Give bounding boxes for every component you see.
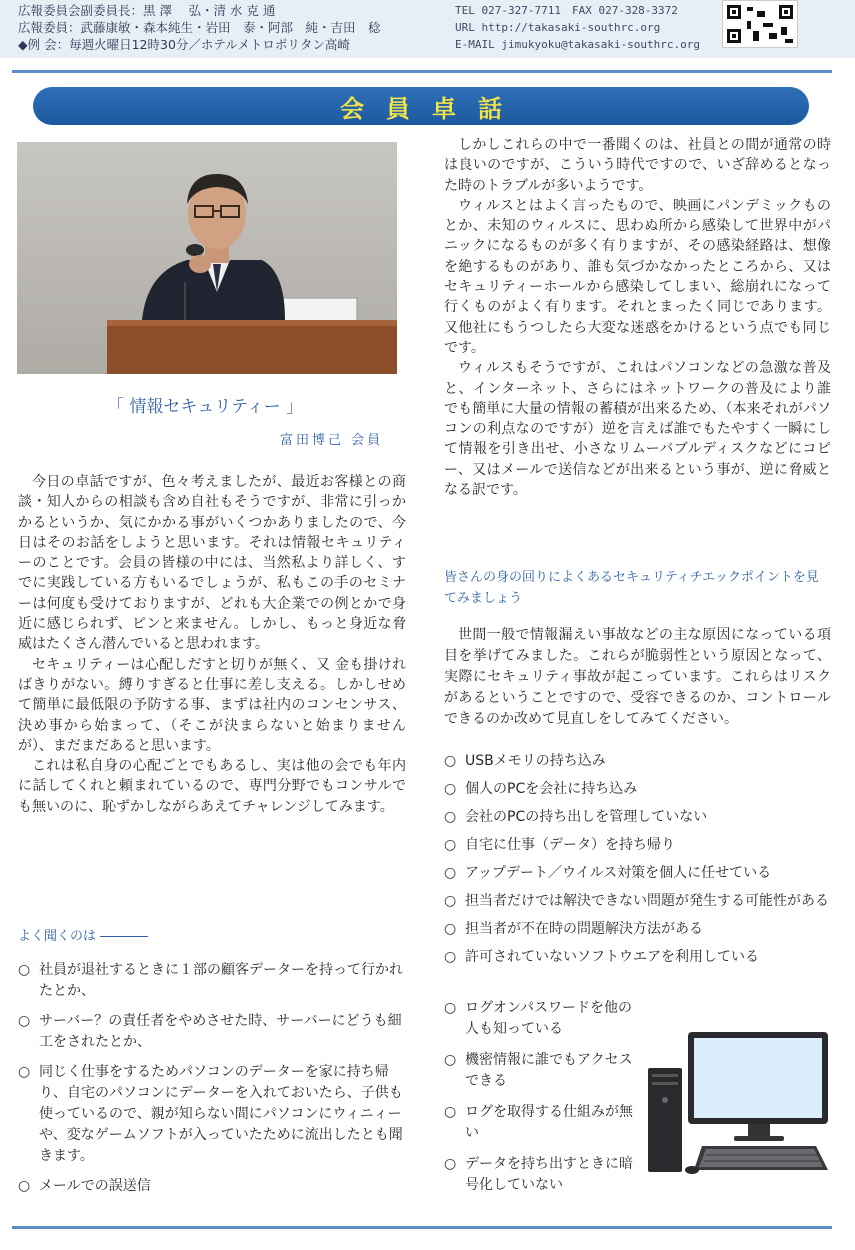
list-item — [444, 779, 831, 800]
speaker-illustration — [17, 142, 397, 374]
circle-bullet-icon: ○ — [18, 1013, 31, 1029]
paragraph: これは私自身の心配ごとでもあるし、実は他の会でも年内に話してくれと頼まれているので、専門分野でもコンサルでも無いのに、恥ずかしながらあえてチャレンジしてみます。 — [18, 758, 406, 815]
checkpoint-heading: 皆さんの身の回りによくあるセキュリティチエックポイントを見てみましょう — [444, 570, 819, 606]
list-item-text: 機密情報に誰でもアクセスできる — [465, 1052, 633, 1089]
checkpoint-intro — [444, 625, 831, 730]
list-item — [444, 751, 831, 772]
circle-bullet-icon: ○ — [444, 865, 457, 881]
list-item — [444, 1050, 639, 1092]
right-body — [444, 135, 831, 500]
heading-text: よく聞くのは — [18, 929, 97, 944]
checkpoint-list — [444, 751, 831, 975]
list-item-text: 自宅に仕事（データ）を持ち帰り — [465, 837, 675, 853]
list-item — [444, 919, 831, 940]
list-item-text: 社員が退社するときに１部の顧客データーを持って行かれたとか、 — [39, 962, 403, 999]
circle-bullet-icon: ○ — [444, 809, 457, 825]
list-item-text: アップデート／ウイルス対策を個人に任せている — [465, 865, 772, 881]
left-body — [18, 472, 406, 817]
section-title-bar — [33, 87, 809, 125]
article-title: 「 情報セキュリティー 」 — [107, 397, 304, 417]
paragraph: セキュリティーは心配しだすと切りが無く、又 金も掛ければきりがない。縛りすぎると仕事に差し支える。しかしせめて簡単に最低限の予防する事、まずは社内のコンセンサス、決め事から始まって、（そこが決まらないと始まりませんが）、まだまだあると思います。 — [18, 656, 406, 754]
section-title: 会員卓話 — [340, 94, 524, 123]
heading-rule — [100, 936, 148, 937]
circle-bullet-icon: ○ — [444, 1052, 457, 1068]
circle-bullet-icon: ○ — [18, 962, 31, 978]
list-item — [18, 1011, 406, 1053]
checkpoint-list-continued — [444, 998, 639, 1206]
committee-line: 広報委員会副委員長：黒 澤 弘・清 水 克 通 — [18, 3, 276, 18]
list-item — [444, 835, 831, 856]
list-item — [18, 1062, 406, 1167]
list-item-text: 会社のPCの持ち出しを管理していない — [465, 809, 708, 825]
often-heard-list — [18, 960, 406, 1206]
list-item-text: ログオンパスワードを他の人も知っている — [465, 1000, 633, 1037]
desktop-computer-icon — [646, 1030, 834, 1180]
circle-bullet-icon: ○ — [444, 1156, 457, 1172]
circle-bullet-icon: ○ — [444, 781, 457, 797]
meeting-line: ◆例 会：毎週火曜日12時30分／ホテルメトロポリタン高崎 — [18, 37, 350, 52]
often-heard-heading — [18, 926, 148, 947]
bottom-rule — [12, 1226, 832, 1229]
circle-bullet-icon: ○ — [18, 1064, 31, 1080]
list-item — [18, 960, 406, 1002]
list-item-text: 担当者が不在時の問題解決方法がある — [465, 921, 703, 937]
url-link[interactable]: URL http://takasaki-southrc.org — [455, 21, 661, 34]
list-item-text: 同じく仕事をするためパソコンのデーターを家に持ち帰り、自宅のパソコンにデーターを入れておいたら、子供も使っているので、親が知らない間にパソコンにウィニィーや、変なゲームソフトが入っていたために流出したとも聞きます。 — [39, 1064, 403, 1164]
circle-bullet-icon: ○ — [444, 893, 457, 909]
paragraph: ウィルスとはよく言ったもので、映画にパンデミックものとか、未知のウィルスに、思わぬ所から感染して世界中がパニックになるものが多く有りますが、その感染経路は、想像を絶するものがあり、誰も気づかなかったところから、又はセキュリティーホールから感染してしまい、総崩れになって行くものがよく有ります。それとまったく同じであります。又他社にもうつしたら大変な迷惑をかけるという点でも同じです。 — [444, 197, 831, 356]
circle-bullet-icon: ○ — [444, 753, 457, 769]
list-item — [444, 998, 639, 1040]
list-item — [18, 1176, 406, 1197]
list-item-text: メールでの誤送信 — [39, 1178, 151, 1194]
circle-bullet-icon: ○ — [444, 837, 457, 853]
committee-line: 広報委員：武藤康敏・森本純生・岩田 泰・阿部 純・吉田 稔 — [18, 20, 381, 35]
circle-bullet-icon: ○ — [444, 921, 457, 937]
list-item-text: ログを取得する仕組みが無い — [465, 1104, 633, 1141]
paragraph: しかしこれらの中で一番聞くのは、社員との間が通常の時は良いのですが、こういう時代ですので、いざ辞めるとなった時のトラブルが多いようです。 — [444, 137, 831, 194]
contact-info — [455, 2, 700, 53]
list-item-text: サーバー？の責任者をやめさせた時、サーバーにどうも細工をされたとか、 — [39, 1013, 402, 1050]
circle-bullet-icon: ○ — [444, 1000, 457, 1016]
list-item — [444, 891, 831, 912]
committee-info — [18, 2, 381, 53]
author-name: 富田博己 会員 — [280, 433, 384, 448]
list-item-text: 担当者だけでは解決できない問題が発生する可能性がある — [465, 893, 829, 909]
list-item-text: 個人のPCを会社に持ち込み — [465, 781, 638, 797]
list-item — [444, 863, 831, 884]
list-item — [444, 1154, 639, 1196]
paragraph: 世間一般で情報漏えい事故などの主な原因になっている項目を挙げてみました。これらが脆弱性という原因となって、実際にセキュリティ事故が起こっています。これらはリスクがあるということですので、受容できるのか、コントロールできるのか改めて見直しをしてみてください。 — [444, 627, 831, 727]
email-link[interactable]: E-MAIL jimukyoku@takasaki-southrc.org — [455, 38, 701, 51]
list-item — [444, 807, 831, 828]
paragraph: 今日の卓話ですが、色々考えましたが、最近お客様との商談・知人からの相談も含め自社もそうですが、非常に引っかかるというか、気にかかる事がいくつかありましたので、今日はそのお話をしようと思います。それは情報セキュリティーのことです。会員の皆様の中には、当然私より詳しく、すでに実践している方もいるでしょうが、私もこの手のセミナーは何度も受けておりますが、どれも大企業での例とかで身近に感じられず、ピンと来ません。しかし、もっと身近な脅威はたくさん潜んでいると思われます。 — [18, 474, 406, 653]
list-item — [444, 947, 831, 968]
list-item-text: USBメモリの持ち込み — [465, 753, 606, 769]
list-item — [444, 1102, 639, 1144]
list-item-text: 許可されていないソフトウエアを利用している — [465, 949, 759, 965]
tel-fax: TEL 027-327-7711 FAX 027-328-3372 — [455, 4, 678, 17]
top-rule — [12, 70, 832, 73]
list-item-text: データを持ち出すときに暗号化していない — [465, 1156, 633, 1193]
circle-bullet-icon: ○ — [444, 1104, 457, 1120]
circle-bullet-icon: ○ — [18, 1178, 31, 1194]
computer-illustration — [646, 1030, 834, 1180]
circle-bullet-icon: ○ — [444, 949, 457, 965]
paragraph: ウィルスもそうですが、これはパソコンなどの急激な普及と、インターネット、さらにはネットワークの普及により誰でも簡単に大量の情報の蓄積が出来るため、（本来それがパソコンの利点なのですが）逆を言えば誰でもたやすく一瞬にして情報を引き出せ、小さなリムーバブルディスクなどにコピー、又はメールで送信などが出来るという事が、逆に脅威となる訳です。 — [444, 360, 831, 499]
speaker-photo — [17, 142, 397, 374]
qr-code — [722, 0, 798, 48]
